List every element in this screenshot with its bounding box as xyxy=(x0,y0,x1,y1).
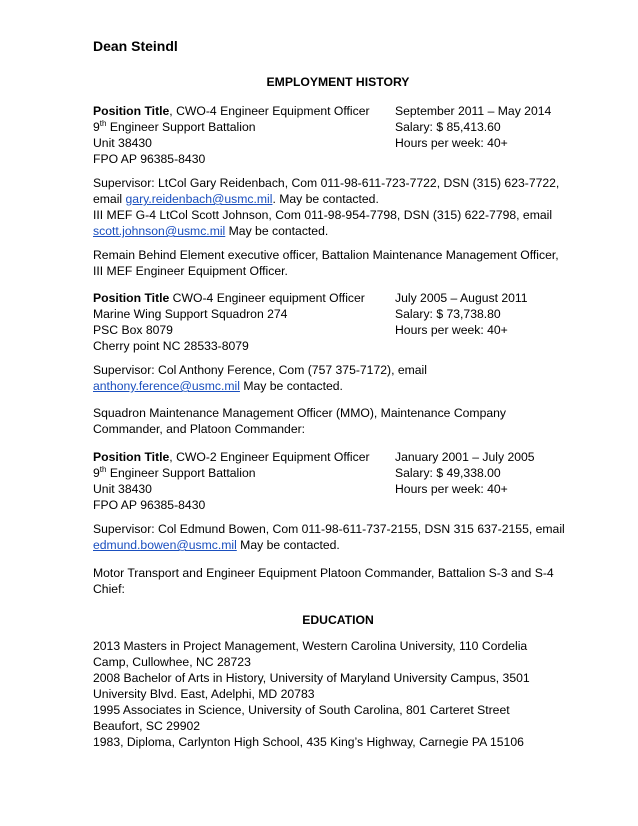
education-line: Beaufort, SC 29902 xyxy=(93,719,201,733)
job-dates: July 2005 – August 2011 xyxy=(395,291,528,305)
job-dates: January 2001 – July 2005 xyxy=(395,450,535,464)
job-entry-3 xyxy=(93,449,593,513)
supervisor-line: Supervisor: Col Edmund Bowen, Com 011-98-611-737-2155, DSN 315 637-2155, email xyxy=(93,522,565,536)
address-line-2: FPO AP 96385-8430 xyxy=(93,498,206,512)
job-entry-2 xyxy=(93,290,593,354)
supervisor-email-link[interactable]: gary.reidenbach@usmc.mil xyxy=(125,192,273,206)
employment-history-heading: EMPLOYMENT HISTORY xyxy=(266,75,410,89)
supervisor-info-2: Supervisor: Col Anthony Ference, Com (757 375-7172), email anthony.ference@usmc.mil May be contacted. xyxy=(93,362,593,394)
supervisor-line: Supervisor: LtCol Gary Reidenbach, Com 011-98-611-723-7722, DSN (315) 623-7722, xyxy=(93,176,560,190)
position-title-label: Position Title xyxy=(93,450,170,464)
education-line: 1995 Associates in Science, University of South Carolina, 801 Carteret Street xyxy=(93,703,510,717)
job-description-2: Squadron Maintenance Management Officer (MMO), Maintenance Company Commander, and Platoon Commander: xyxy=(93,406,507,436)
education-line: University Blvd. East, Adelphi, MD 20783 xyxy=(93,687,315,701)
supervisor-email-link-2[interactable]: scott.johnson@usmc.mil xyxy=(93,224,226,238)
supervisor-info-1: Supervisor: LtCol Gary Reidenbach, Com 011-98-611-723-7722, DSN (315) 623-7722, email gary.reidenbach@usmc.mil. May be contacted. III MEF G-4 LtCol Scott Johnson, Com 011-98-954-7798, DSN (315) 622-7798, email scott.johnson@usmc.mil May be contacted. xyxy=(93,175,593,239)
supervisor-info-3: Supervisor: Col Edmund Bowen, Com 011-98-611-737-2155, DSN 315 637-2155, email edmund.bowen@usmc.mil May be contacted. xyxy=(93,521,593,553)
unit-name: Marine Wing Support Squadron 274 xyxy=(93,307,288,321)
position-title: , CWO-2 Engineer Equipment Officer xyxy=(169,450,370,464)
hours-per-week: Hours per week: 40+ xyxy=(395,482,508,496)
education-line: 1983, Diploma, Carlynton High School, 435 King’s Highway, Carnegie PA 15106 xyxy=(93,735,524,749)
salary: Salary: $ 73,738.80 xyxy=(395,307,501,321)
salary: Salary: $ 85,413.60 xyxy=(395,120,501,134)
education-list xyxy=(93,638,593,750)
education-line: 2008 Bachelor of Arts in History, University of Maryland University Campus, 3501 xyxy=(93,671,530,685)
address-line-2: FPO AP 96385-8430 xyxy=(93,152,206,166)
job-description-3: Motor Transport and Engineer Equipment Platoon Commander, Battalion S-3 and S-4 Chief: xyxy=(93,566,554,596)
position-title-label: Position Title xyxy=(93,104,170,118)
salary: Salary: $ 49,338.00 xyxy=(395,466,501,480)
unit-name: 9th Engineer Support Battalion xyxy=(93,118,256,134)
hours-per-week: Hours per week: 40+ xyxy=(395,136,508,150)
job-dates: September 2011 – May 2014 xyxy=(395,104,552,118)
address-line-1: PSC Box 8079 xyxy=(93,323,173,337)
supervisor-email-link[interactable]: anthony.ference@usmc.mil xyxy=(93,379,240,393)
address-line-2: Cherry point NC 28533-8079 xyxy=(93,339,249,353)
education-heading: EDUCATION xyxy=(302,613,374,627)
address-line-1: Unit 38430 xyxy=(93,482,152,496)
supervisor-line: Supervisor: Col Anthony Ference, Com (757 375-7172), email xyxy=(93,363,427,377)
hours-per-week: Hours per week: 40+ xyxy=(395,323,508,337)
supervisor-email-link[interactable]: edmund.bowen@usmc.mil xyxy=(93,538,237,552)
position-title-label: Position Title xyxy=(93,291,170,305)
education-line: 2013 Masters in Project Management, Western Carolina University, 110 Cordelia xyxy=(93,639,528,653)
supervisor-line-2: III MEF G-4 LtCol Scott Johnson, Com 011-98-954-7798, DSN (315) 622-7798, email xyxy=(93,208,553,222)
position-title: CWO-4 Engineer equipment Officer xyxy=(169,291,365,305)
applicant-name: Dean Steindl xyxy=(93,38,178,54)
education-line: Camp, Cullowhee, NC 28723 xyxy=(93,655,251,669)
position-title: , CWO-4 Engineer Equipment Officer xyxy=(169,104,370,118)
address-line-1: Unit 38430 xyxy=(93,136,152,150)
job-entry-1 xyxy=(93,103,593,167)
unit-name: 9th Engineer Support Battalion xyxy=(93,464,256,480)
job-description-1: Remain Behind Element executive officer, Battalion Maintenance Management Officer, III MEF Engineer Equipment Officer. xyxy=(93,248,559,278)
